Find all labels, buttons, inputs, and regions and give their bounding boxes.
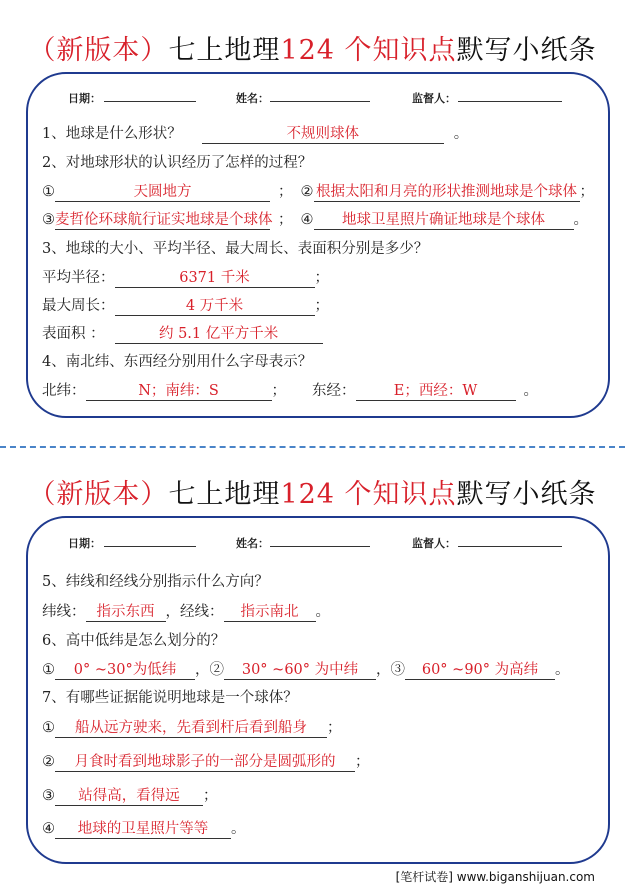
q6-sep-2: ，: [376, 662, 391, 678]
evidence-row-1: [42, 716, 342, 738]
q6-num-1: ①: [42, 662, 55, 678]
evidence-answer-1: 船从远方驶来，先看到杆后看到船身: [55, 716, 327, 738]
longitude-label: ，经线：: [165, 604, 224, 620]
latitude-label: 纬线：: [42, 604, 86, 620]
q7-question: 7、有哪些证据能说明地球是一个球体？: [42, 690, 298, 706]
q1-suffix: 。: [453, 126, 469, 142]
date-field[interactable]: [104, 101, 196, 102]
q2-num-4: ④: [300, 212, 314, 228]
surface-row: [42, 322, 323, 344]
q2-sep-4: 。: [573, 212, 588, 228]
supervisor-label: 监督人：: [412, 537, 456, 550]
circumference-label: 最大周长：: [42, 298, 115, 314]
q2-answer-3: 麦哲伦环球航行证实地球是个球体: [55, 208, 270, 230]
evidence-row-3: [42, 784, 218, 806]
evidence-answer-2: 月食时看到地球影子的一部分是圆弧形的: [55, 750, 355, 772]
name-label: 姓名：: [236, 537, 269, 550]
low-latitude-answer: 0° ~30°为低纬: [55, 658, 195, 680]
q1-answer: 不规则球体: [202, 122, 444, 144]
radius-row: [42, 266, 329, 288]
q2-answer-4: 地球卫星照片确证地球是个球体: [314, 208, 574, 230]
q2-num-3: ③: [42, 212, 55, 228]
q6-answer-row: [42, 658, 570, 680]
radius-label: 平均半径：: [42, 270, 115, 286]
q2-num-1: ①: [42, 184, 55, 200]
supervisor-field[interactable]: [458, 546, 562, 547]
title-subject: 七上地理: [168, 35, 281, 66]
name-label: 姓名：: [236, 92, 269, 105]
name-field[interactable]: [270, 101, 370, 102]
evidence-num-2: ②: [42, 754, 55, 770]
evidence-sep-1: ；: [327, 720, 342, 736]
q2-num-2: ②: [300, 184, 314, 200]
q2-question: 2、对地球形状的认识经历了怎样的过程？: [42, 155, 313, 171]
q2-sep-2: ；: [579, 184, 594, 200]
longitude-answer: 指示南北: [224, 600, 316, 622]
q5-question: 5、纬线和经线分别指示什么方向？: [42, 574, 269, 590]
north-suffix: ；: [271, 383, 286, 399]
evidence-num-3: ③: [42, 788, 55, 804]
evidence-row-2: [42, 750, 370, 772]
title-count: 124 个知识点: [280, 35, 457, 66]
q4-answer-row: [42, 379, 538, 401]
q2-line1: [42, 180, 594, 202]
q5-suffix: 。: [315, 604, 330, 620]
east-suffix: 。: [523, 383, 538, 399]
evidence-sep-4: 。: [231, 821, 246, 837]
footer-watermark[interactable]: [笔杆试卷] www.biganshijuan.com: [395, 870, 595, 884]
title-suffix: 默写小纸条: [456, 479, 597, 510]
date-label: 日期：: [68, 537, 101, 550]
east-label: 东经：: [312, 383, 356, 399]
q6-sep-1: ，: [195, 662, 210, 678]
cut-line: [0, 446, 625, 448]
evidence-sep-3: ；: [203, 788, 218, 804]
q2-answer-1: 天圆地方: [55, 180, 270, 202]
surface-answer: 约 5.1 亿平方千米: [115, 322, 323, 344]
q4-question: 4、南北纬、东西经分别用什么字母表示？: [42, 354, 313, 370]
date-label: 日期：: [68, 92, 101, 105]
east-answer: E；西经：W: [356, 379, 516, 401]
title-subject: 七上地理: [168, 479, 281, 510]
north-answer: N；南纬：S: [86, 379, 272, 401]
radius-suffix: ；: [314, 270, 329, 286]
title-count: 124 个知识点: [280, 479, 457, 510]
latitude-answer: 指示东西: [86, 600, 166, 622]
title-edition: （新版本）: [28, 35, 169, 66]
q6-num-3: ③: [390, 662, 405, 678]
circumference-row: [42, 294, 329, 316]
evidence-sep-2: ；: [355, 754, 370, 770]
evidence-answer-4: 地球的卫星照片等等: [55, 817, 231, 839]
q1-question: 1、地球是什么形状？: [42, 126, 182, 142]
evidence-row-4: [42, 817, 246, 839]
q2-line2: [42, 208, 588, 230]
q5-answer-row: [42, 600, 330, 622]
title-edition: （新版本）: [28, 479, 169, 510]
q6-question: 6、高中低纬是怎么划分的？: [42, 633, 226, 649]
circumference-answer: 4 万千米: [115, 294, 315, 316]
page-title-1: [0, 28, 625, 67]
q6-num-2: ②: [209, 662, 224, 678]
north-label: 北纬：: [42, 383, 86, 399]
surface-label: 表面积 ：: [42, 326, 105, 342]
page-title-2: [0, 472, 625, 511]
circumference-suffix: ；: [314, 298, 329, 314]
q6-sep-3: 。: [555, 662, 570, 678]
q2-answer-2: 根据太阳和月亮的形状推测地球是个球体: [314, 180, 580, 202]
title-suffix: 默写小纸条: [456, 35, 597, 66]
q2-sep-1: ；: [278, 184, 293, 200]
evidence-num-4: ④: [42, 821, 55, 837]
mid-latitude-answer: 30° ~60° 为中纬: [224, 658, 376, 680]
evidence-answer-3: 站得高，看得远: [55, 784, 203, 806]
name-field[interactable]: [270, 546, 370, 547]
q1-row: [42, 122, 468, 144]
supervisor-label: 监督人：: [412, 92, 456, 105]
high-latitude-answer: 60° ~90° 为高纬: [405, 658, 555, 680]
q2-sep-3: ；: [278, 212, 293, 228]
radius-answer: 6371 千米: [115, 266, 315, 288]
evidence-num-1: ①: [42, 720, 55, 736]
supervisor-field[interactable]: [458, 101, 562, 102]
q3-question: 3、地球的大小、平均半径、最大周长、表面积分别是多少？: [42, 241, 429, 257]
date-field[interactable]: [104, 546, 196, 547]
